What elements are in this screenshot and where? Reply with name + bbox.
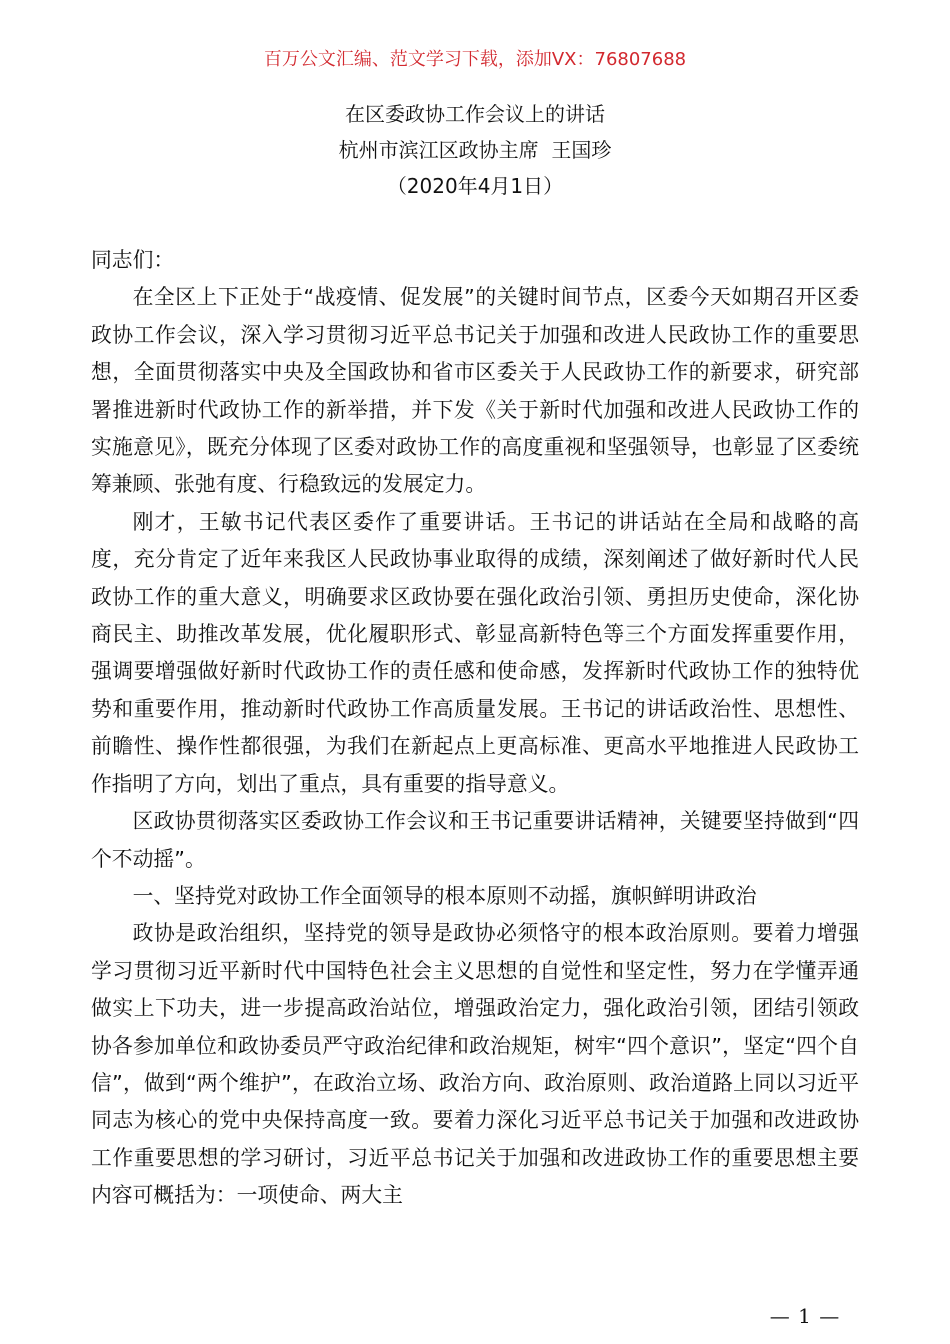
- page-number: — 1 —: [769, 1304, 841, 1328]
- paragraph-3: 区政协贯彻落实区委政协工作会议和王书记重要讲话精神，关键要坚持做到“四个不动摇”。: [91, 809, 859, 871]
- section-1-paragraph: 政协是政治组织，坚持党的领导是政协必须恪守的根本政治原则。要着力增强学习贯彻习近平新时代中国特色社会主义思想的自觉性和坚定性，努力在学懂弄通做实上下功夫，进一步提高政治站位，增强政治定力，强化政治引领，团结引领政协各参加单位和政协委员严守政治纪律和政治规矩，树牢“四个意识”，坚定“四个自信”，做到“两个维护”，在政治立场、政治方向、政治原则、政治道路上同以习近平同志为核心的党中央保持高度一致。要着力深化习近平总书记关于加强和改进政协工作重要思想的学习研讨，习近平总书记关于加强和改进政协工作的重要思想主要内容可概括为：一项使命、两大主: [91, 921, 859, 1208]
- speech-title: 在区委政协工作会议上的讲话: [345, 102, 605, 126]
- speech-date: （2020年4月1日）: [386, 174, 564, 198]
- salutation: 同志们：: [91, 248, 175, 272]
- speaker-line: 杭州市滨江区政协主席 王国珍: [338, 138, 612, 162]
- watermark-text: 百万公文汇编、范文学习下载，添加VX：76807688: [263, 49, 687, 70]
- section-heading-1: 一、坚持党对政协工作全面领导的根本原则不动摇，旗帜鲜明讲政治: [132, 883, 757, 908]
- speech-body: [91, 242, 859, 1215]
- paragraph-2: 刚才，王敏书记代表区委作了重要讲话。王书记的讲话站在全局和战略的高度，充分肯定了近年来我区人民政协事业取得的成绩，深刻阐述了做好新时代人民政协工作的重大意义，明确要求区政协要在强化政治引领、勇担历史使命，深化协商民主、助推改革发展，优化履职形式、彰显高新特色等三个方面发挥重要作用，强调要增强做好新时代政协工作的责任感和使命感，发挥新时代政协工作的独特优势和重要作用，推动新时代政协工作高质量发展。王书记的讲话政治性、思想性、前瞻性、操作性都很强，为我们在新起点上更高标准、更高水平地推进人民政协工作指明了方向，划出了重点，具有重要的指导意义。: [91, 509, 859, 796]
- title-block: [0, 96, 950, 204]
- paragraph-1: 在全区上下正处于“战疫情、促发展”的关键时间节点，区委今天如期召开区委政协工作会议，深入学习贯彻习近平总书记关于加强和改进人民政协工作的重要思想，全面贯彻落实中央及全国政协和省市区委关于人民政协工作的新要求，研究部署推进新时代政协工作的新举措，并下发《关于新时代加强和改进人民政协工作的实施意见》，既充分体现了区委对政协工作的高度重视和坚强领导，也彰显了区委统筹兼顾、张弛有度、行稳致远的发展定力。: [91, 285, 859, 497]
